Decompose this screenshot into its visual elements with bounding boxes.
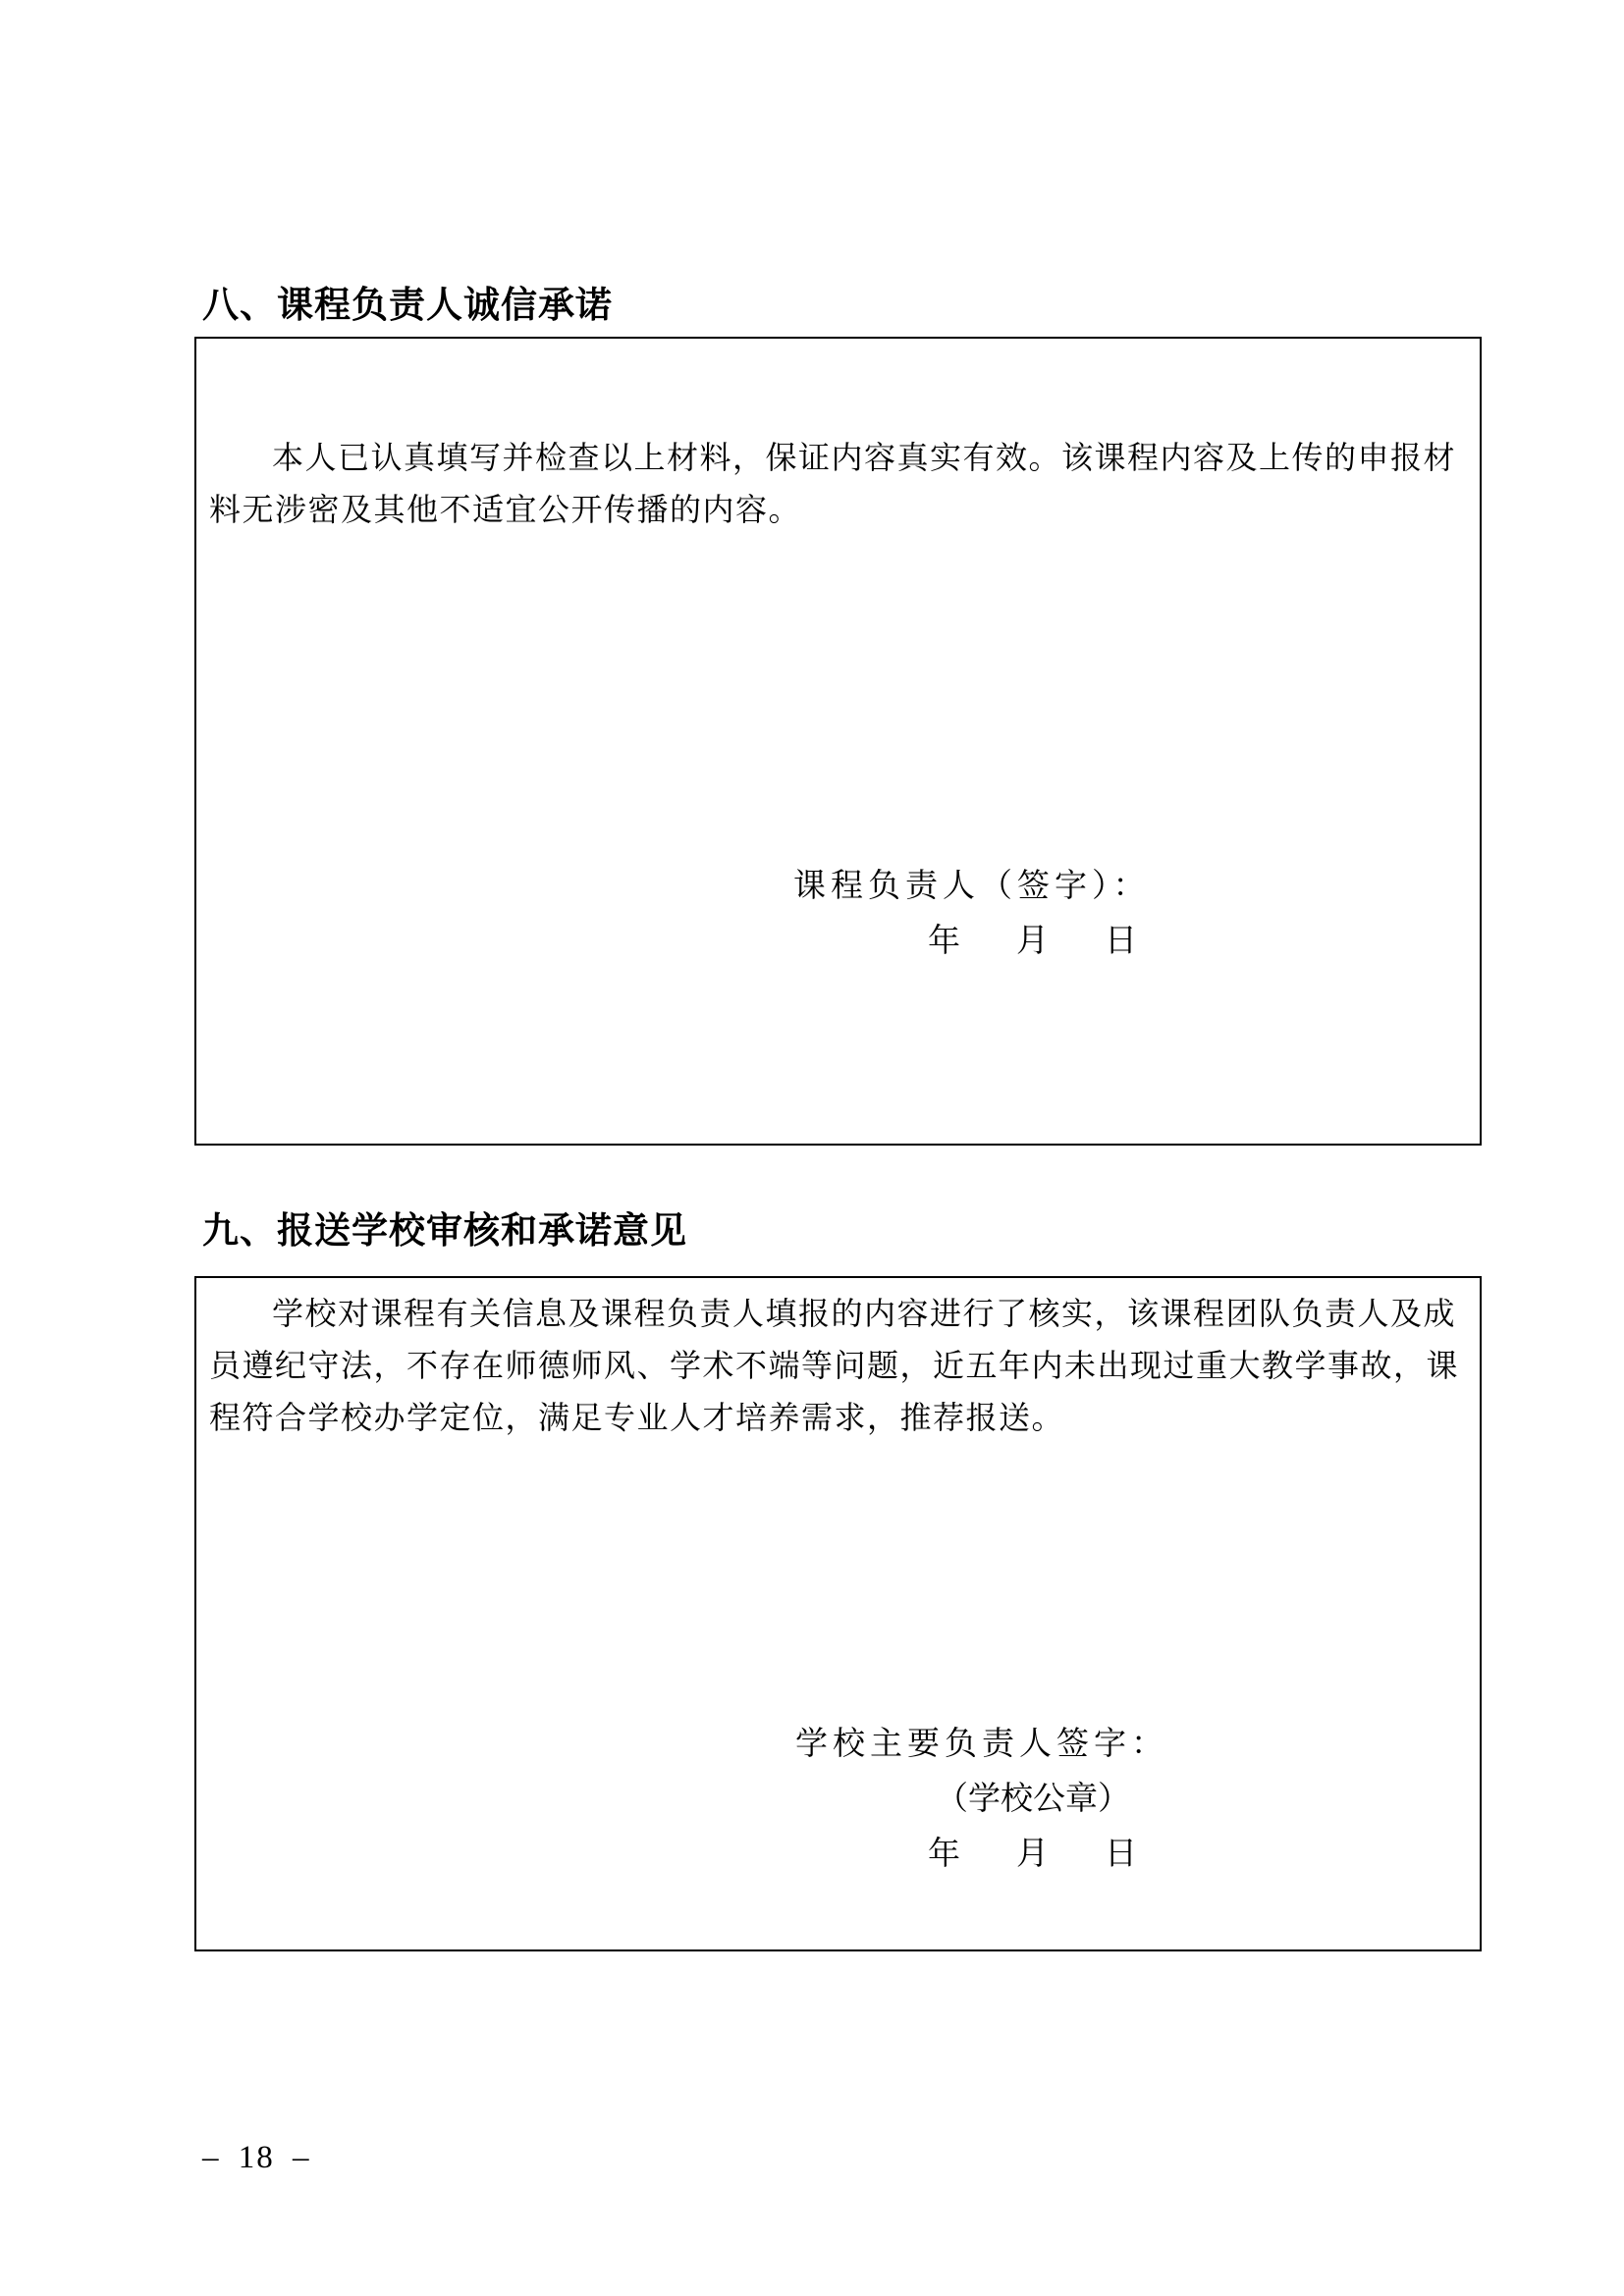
section-8-signature-label: 课程负责人（签字）： <box>793 869 1151 904</box>
body-text-line: 料无涉密及其他不适宜公开传播的内容。 <box>209 492 802 527</box>
section-8-body-text <box>209 432 1470 536</box>
section-8-heading: 八、课程负责人诚信承诺 <box>202 285 613 325</box>
section-8-date-line: 年 月 日 <box>928 924 1134 959</box>
section-9-body-text <box>209 1288 1470 1444</box>
body-text-line: 程符合学校办学定位，满足专业人才培养需求，推荐报送。 <box>209 1400 1065 1435</box>
section-9-heading: 九、报送学校审核和承诺意见 <box>202 1210 687 1251</box>
body-text-line: 本人已认真填写并检查以上材料，保证内容真实有效。该课程内容及上传的申报材 <box>272 440 1457 475</box>
page-number: – 18 – <box>202 2140 311 2175</box>
section-9-signature-label: 学校主要负责人签字： <box>795 1727 1168 1762</box>
section-9-review-box <box>194 1276 1482 1951</box>
section-8-commitment-box <box>194 337 1482 1146</box>
body-text-line: 员遵纪守法，不存在师德师风、学术不端等问题，近五年内未出现过重大教学事故，课 <box>209 1348 1460 1383</box>
body-text-line: 学校对课程有关信息及课程负责人填报的内容进行了核实，该课程团队负责人及成 <box>272 1296 1457 1331</box>
section-9-date-line: 年 月 日 <box>928 1837 1134 1872</box>
section-9-seal-note: （学校公章） <box>936 1782 1130 1817</box>
